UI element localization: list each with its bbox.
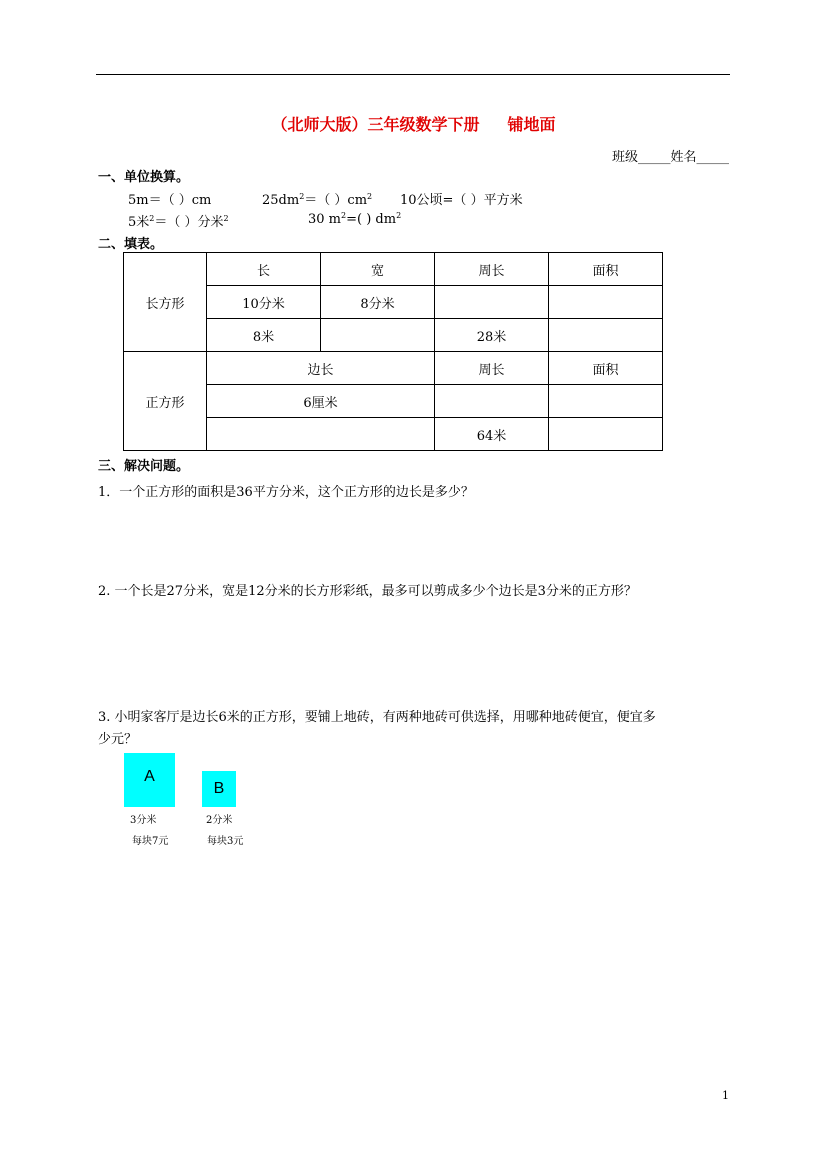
table-cell: 64米	[435, 418, 549, 451]
table-header-cell: 长	[207, 253, 321, 286]
table-cell: 8分米	[321, 286, 435, 319]
table-cell	[435, 385, 549, 418]
section3-heading: 三、解决问题。	[98, 459, 190, 474]
table-cell	[549, 385, 663, 418]
conv-30m2: 30 $m^2=$( ) $dm^2$	[308, 211, 402, 227]
tile-a-letter: A	[144, 768, 155, 785]
question-2: 2. 一个长是27分米，宽是12分米的长方形彩纸，最多可以剪成多少个边长是3分米的正方形？	[98, 584, 637, 599]
table-header-cell: 周长	[435, 253, 549, 286]
square-label: 正方形	[124, 352, 207, 451]
table-cell: 6厘米	[207, 385, 435, 418]
tile-a	[124, 753, 175, 807]
tile-b-price: 每块3元	[207, 836, 244, 847]
table-cell	[549, 286, 663, 319]
fill-in-table	[123, 252, 663, 451]
table-cell	[321, 319, 435, 352]
table-header-cell: 面积	[549, 352, 663, 385]
conv-5m2: 5米$^2$＝（ ）分米$^2$	[128, 214, 229, 230]
tile-b	[202, 771, 236, 807]
table-row	[124, 352, 663, 385]
conv-25dm2: $25dm^2=$（ ）$cm^2$	[262, 192, 373, 208]
question-3-line1: 3. 小明家客厅是边长6米的正方形，要铺上地砖，有两种地砖可供选择，用哪种地砖便宜，便宜多	[98, 710, 656, 725]
section1-heading: 一、单位换算。	[98, 170, 190, 185]
header-rule	[96, 74, 730, 75]
tile-b-letter: B	[213, 780, 225, 797]
table-cell	[549, 418, 663, 451]
conv-5m: 5m＝（ ）cm	[128, 193, 212, 208]
table-row	[124, 253, 663, 286]
question-1: 1．一个正方形的面积是36平方分米，这个正方形的边长是多少？	[98, 485, 474, 500]
question-3-line2: 少元？	[98, 732, 138, 747]
rect-label: 长方形	[124, 253, 207, 352]
table-cell	[549, 319, 663, 352]
section2-heading: 二、填表。	[98, 237, 164, 252]
table-cell: 10分米	[207, 286, 321, 319]
page-number: 1	[722, 1089, 729, 1102]
table-cell	[435, 286, 549, 319]
table-cell: 8米	[207, 319, 321, 352]
page-title	[0, 112, 827, 135]
conv-10-hectare: 10公顷=（ ）平方米	[400, 193, 523, 208]
table-header-cell: 边长	[207, 352, 435, 385]
tile-a-size: 3分米	[130, 815, 157, 826]
tile-a-price: 每块7元	[132, 836, 169, 847]
title-sub: 铺地面	[507, 115, 556, 134]
table-header-cell: 面积	[549, 253, 663, 286]
table-header-cell: 宽	[321, 253, 435, 286]
tile-b-size: 2分米	[206, 815, 233, 826]
title-main: （北师大版）三年级数学下册	[271, 115, 480, 134]
class-name-line: 班级_____姓名_____	[611, 150, 729, 165]
table-header-cell: 周长	[435, 352, 549, 385]
table-cell: 28米	[435, 319, 549, 352]
table-cell	[207, 418, 435, 451]
